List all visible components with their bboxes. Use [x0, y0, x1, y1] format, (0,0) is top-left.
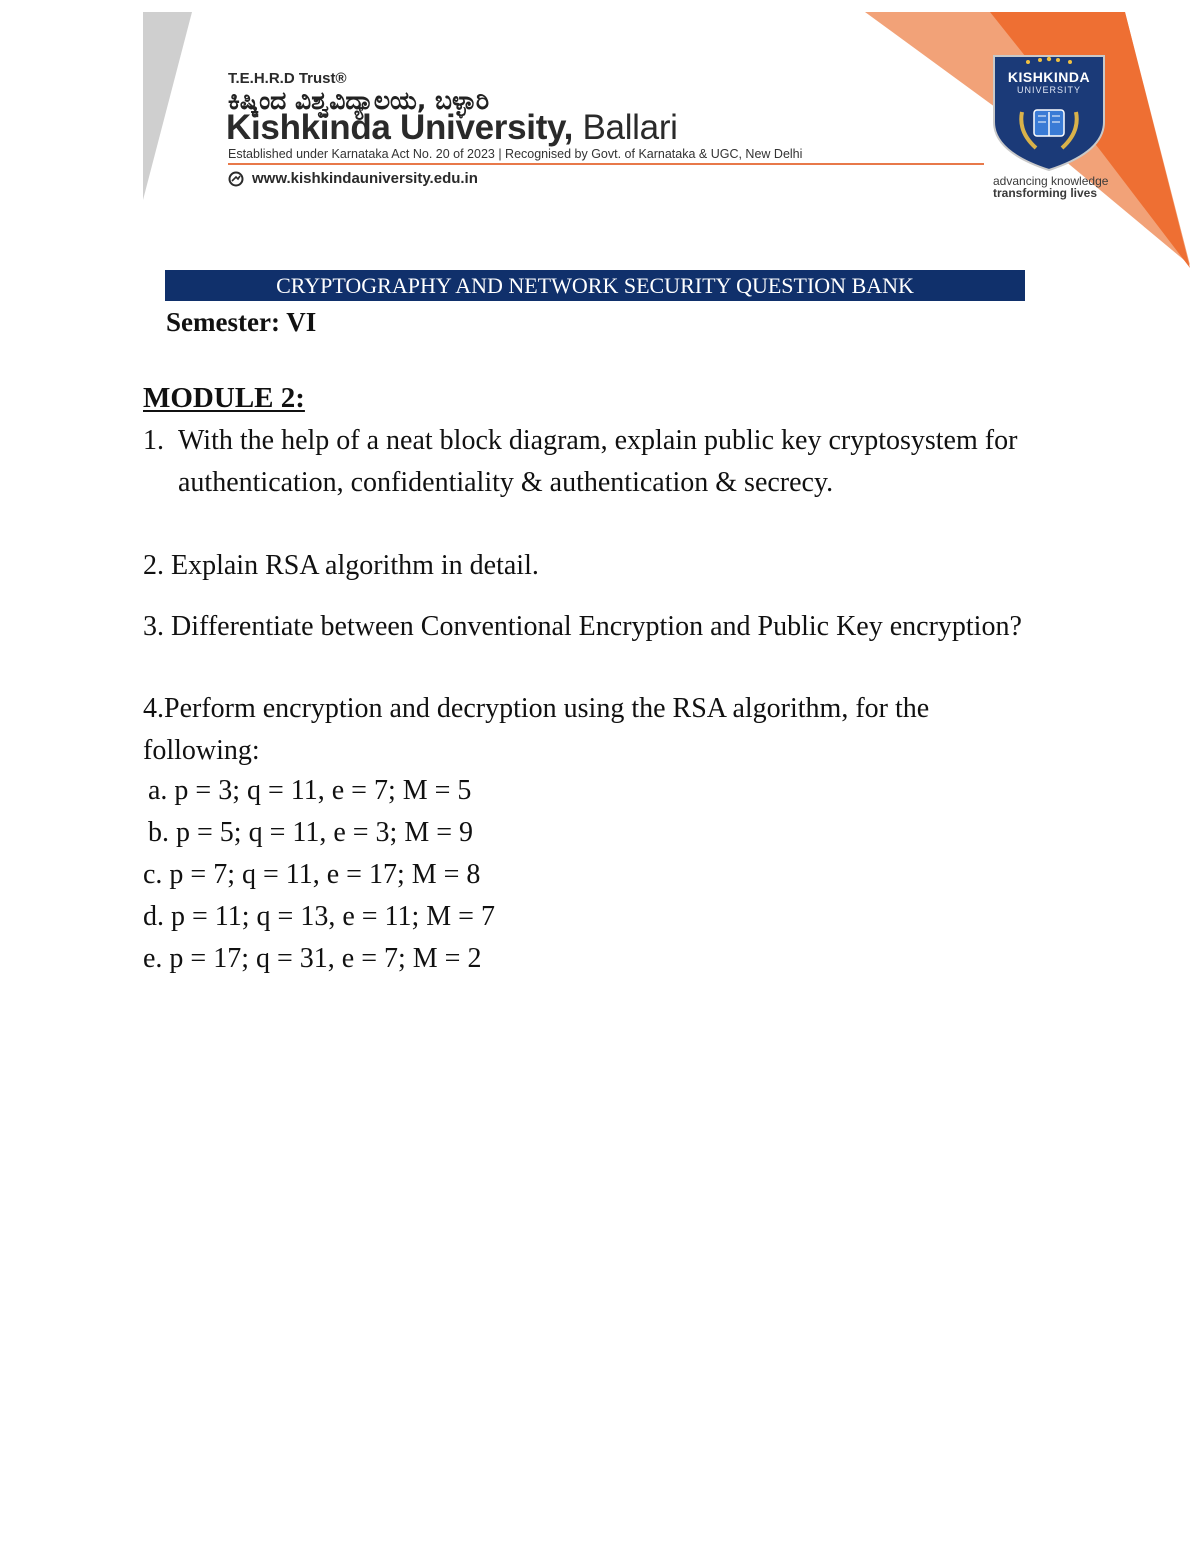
- question-4: 4.Perform encryption and decryption using the RSA algorithm, for the following:: [143, 693, 930, 766]
- crest-title: KISHKINDA: [1007, 69, 1091, 85]
- question-3: 3. Differentiate between Conventional Encryption and Public Key encryption?: [143, 611, 1022, 642]
- header-rule: [228, 163, 984, 165]
- question-1: [143, 420, 1033, 504]
- university-name-kannada: ಕಿಷ್ಕಿಂದ ವಿಶ್ವವಿದ್ಯಾಲಯ, ಬಳ್ಳಾರಿ: [228, 86, 490, 115]
- question-1-number: 1.: [143, 425, 164, 456]
- website-row: [228, 170, 478, 187]
- rsa-part-b: b. p = 5; q = 11, e = 3; M = 9: [148, 817, 474, 848]
- rsa-parts-list: [143, 770, 495, 980]
- establishment-note: Established under Karnataka Act No. 20 of 2023 | Recognised by Govt. of Karnataka & UGC, New Delhi: [228, 147, 803, 161]
- university-name-main: Kishkinda University,: [226, 108, 574, 147]
- website-link[interactable]: www.kishkindauniversity.edu.in: [252, 170, 478, 187]
- grey-corner-shape: [143, 12, 192, 200]
- module-heading: MODULE 2:: [143, 382, 305, 414]
- tagline-line-2: transforming lives: [993, 186, 1098, 200]
- rsa-part-c: c. p = 7; q = 11, e = 17; M = 8: [143, 859, 481, 890]
- rsa-part-e: e. p = 17; q = 31, e = 7; M = 2: [143, 943, 482, 974]
- crest-subtitle: UNIVERSITY: [1016, 85, 1081, 95]
- globe-icon: [228, 171, 244, 187]
- question-1-text: With the help of a neat block diagram, explain public key cryptosystem for authentication, confidentiality & authentication & secrecy.: [178, 425, 1018, 498]
- document-title: CRYPTOGRAPHY AND NETWORK SECURITY QUESTION BANK: [165, 270, 1025, 301]
- semester-label: Semester: VI: [166, 307, 317, 337]
- trust-name: T.E.H.R.D Trust®: [228, 70, 347, 87]
- question-2: 2. Explain RSA algorithm in detail.: [143, 550, 539, 581]
- rsa-part-a: a. p = 3; q = 11, e = 7; M = 5: [148, 775, 472, 806]
- university-name: [226, 108, 678, 148]
- letterhead: [0, 0, 1200, 270]
- tagline-line-1: advancing knowledge: [993, 174, 1109, 188]
- rsa-part-d: d. p = 11; q = 13, e = 11; M = 7: [143, 901, 495, 932]
- university-city: Ballari: [573, 108, 678, 147]
